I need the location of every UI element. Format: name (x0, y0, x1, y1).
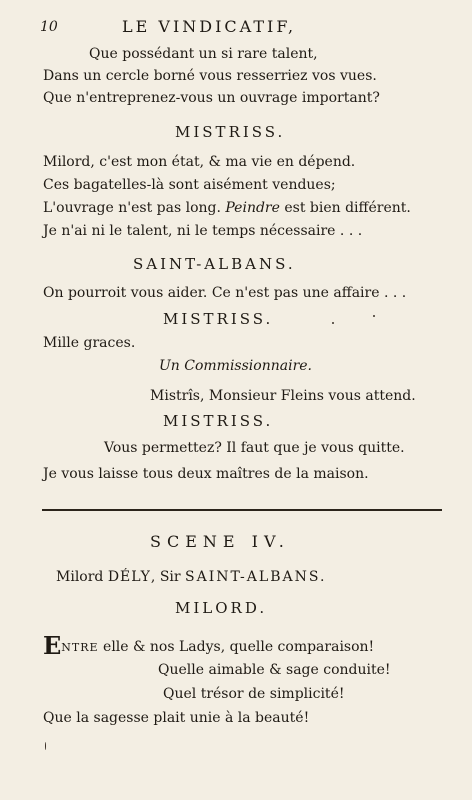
verse-line: Que n'entreprenez-vous un ouvrage important? (43, 90, 380, 106)
cast-text: Milord (56, 569, 108, 585)
verse-line (43, 631, 375, 660)
small-caps-text: NTRE (61, 641, 99, 654)
speaker-name: MISTRISS. (163, 412, 274, 430)
speaker-name: MISTRISS. (175, 123, 286, 141)
page-number: 10 (40, 19, 58, 35)
verse-line: Quelle aimable & sage conduite! (158, 662, 391, 678)
section-divider (42, 509, 442, 511)
verse-line: Quel trésor de simplicité! (163, 686, 345, 702)
stage-direction: Un Commissionnaire. (159, 358, 312, 374)
emphasis-text: Peindre (225, 200, 280, 216)
verse-line: On pourroit vous aider. Ce n'est pas une affaire . . . (43, 285, 407, 301)
verse-line: Dans un cercle borné vous resserriez vos vues. (43, 68, 377, 84)
scene-title: SCENE IV. (150, 532, 290, 551)
verse-line: Que la sagesse plait unie à la beauté! (43, 710, 310, 726)
verse-line (43, 199, 411, 217)
ink-speck (332, 322, 334, 324)
cast-name: SAINT-ALBANS. (185, 569, 327, 585)
verse-text: elle & nos Ladys, quelle comparaison! (98, 639, 375, 655)
verse-line: Milord, c'est mon état, & ma vie en dépend. (43, 154, 356, 170)
speaker-name: MISTRISS. (163, 310, 274, 328)
verse-line: Vous permettez? Il faut que je vous quitte. (104, 440, 405, 456)
cast-text: , Sir (150, 569, 186, 585)
ink-speck (373, 315, 375, 317)
scene-cast (56, 568, 326, 586)
verse-line: Je vous laisse tous deux maîtres de la maison. (43, 466, 369, 482)
verse-line: Que possédant un si rare talent, (89, 46, 318, 62)
verse-line: Je n'ai ni le talent, ni le temps nécessaire . . . (43, 223, 363, 239)
drop-capital: E (43, 631, 62, 660)
speaker-name: SAINT-ALBANS. (133, 255, 296, 273)
cast-name: DÉLY (107, 569, 151, 585)
ink-speck (45, 742, 46, 750)
verse-line: Ces bagatelles-là sont aisément vendues; (43, 177, 336, 193)
verse-line: Mistrîs, Monsieur Fleins vous attend. (150, 388, 416, 404)
verse-text: est bien différent. (279, 200, 411, 216)
running-title: LE VINDICATIF, (122, 17, 297, 36)
verse-line: Mille graces. (43, 335, 136, 351)
verse-text: L'ouvrage n'est pas long. (43, 200, 226, 216)
speaker-name: MILORD. (175, 599, 268, 617)
